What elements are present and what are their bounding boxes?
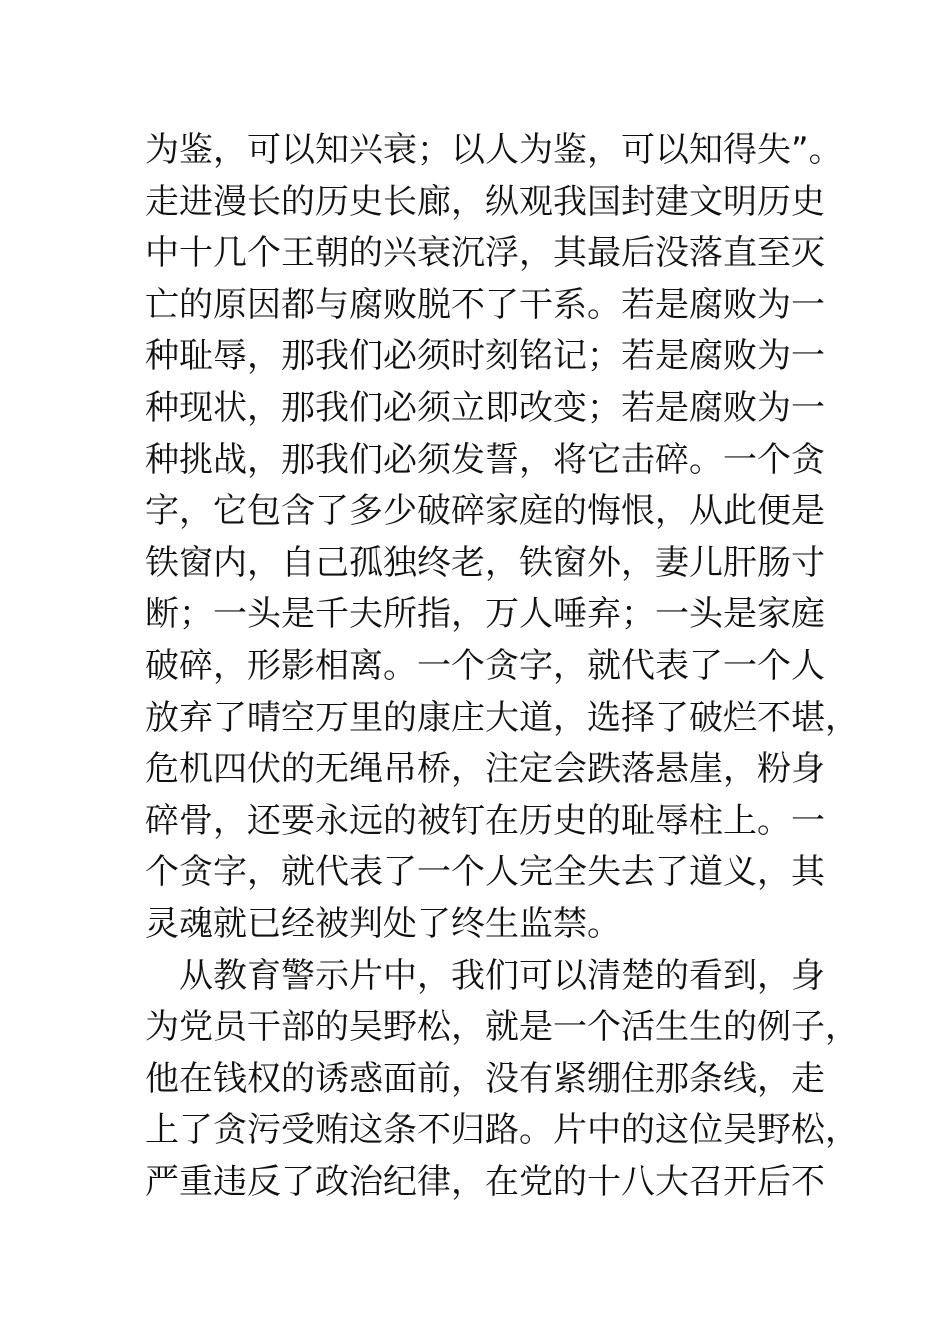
text-line: 亡的原因都与腐败脱不了干系。若是腐败为一 (145, 284, 825, 325)
text-line: 中十几个王朝的兴衰沉浮，其最后没落直至灭 (145, 233, 825, 274)
text-line: 个贪字，就代表了一个人完全失去了道义，其 (145, 852, 825, 893)
text-line: 种挑战，那我们必须发誓，将它击碎。一个贪 (145, 439, 825, 480)
text-line: 为鉴，可以知兴衰；以人为鉴，可以知得失”。 (145, 130, 843, 170)
paragraph-1 (145, 125, 859, 951)
body-text (145, 125, 859, 1208)
text-line: 碎骨，还要永远的被钉在历史的耻辱柱上。一 (145, 800, 825, 841)
text-line: 灵魂就已经被判处了终生监禁。 (145, 903, 621, 944)
text-line: 种现状，那我们必须立即改变；若是腐败为一 (145, 387, 825, 428)
paragraph-2 (145, 951, 859, 1209)
text-line: 危机四伏的无绳吊桥，注定会跌落悬崖，粉身 (145, 749, 825, 790)
text-line: 种耻辱，那我们必须时刻铭记；若是腐败为一 (145, 336, 825, 377)
text-line: 放弃了晴空万里的康庄大道，选择了破烂不堪， (145, 697, 859, 738)
text-line: 字，它包含了多少破碎家庭的悔恨，从此便是 (145, 491, 825, 532)
text-line: 严重违反了政治纪律，在党的十八大召开后不 (145, 1161, 825, 1202)
text-line: 铁窗内，自己孤独终老，铁窗外，妻儿肝肠寸 (145, 542, 825, 583)
text-line: 他在钱权的诱惑面前，没有紧绷住那条线，走 (145, 1058, 825, 1099)
text-line: 断；一头是千夫所指，万人唾弃；一头是家庭 (145, 594, 825, 635)
text-line: 走进漫长的历史长廊，纵观我国封建文明历史 (145, 181, 825, 222)
text-line: 上了贪污受贿这条不归路。片中的这位吴野松， (145, 1110, 859, 1151)
text-line: 为党员干部的吴野松，就是一个活生生的例子， (145, 1007, 859, 1048)
text-line: 破碎，形影相离。一个贪字，就代表了一个人 (145, 645, 825, 686)
text-line: 从教育警示片中，我们可以清楚的看到，身 (179, 955, 825, 996)
